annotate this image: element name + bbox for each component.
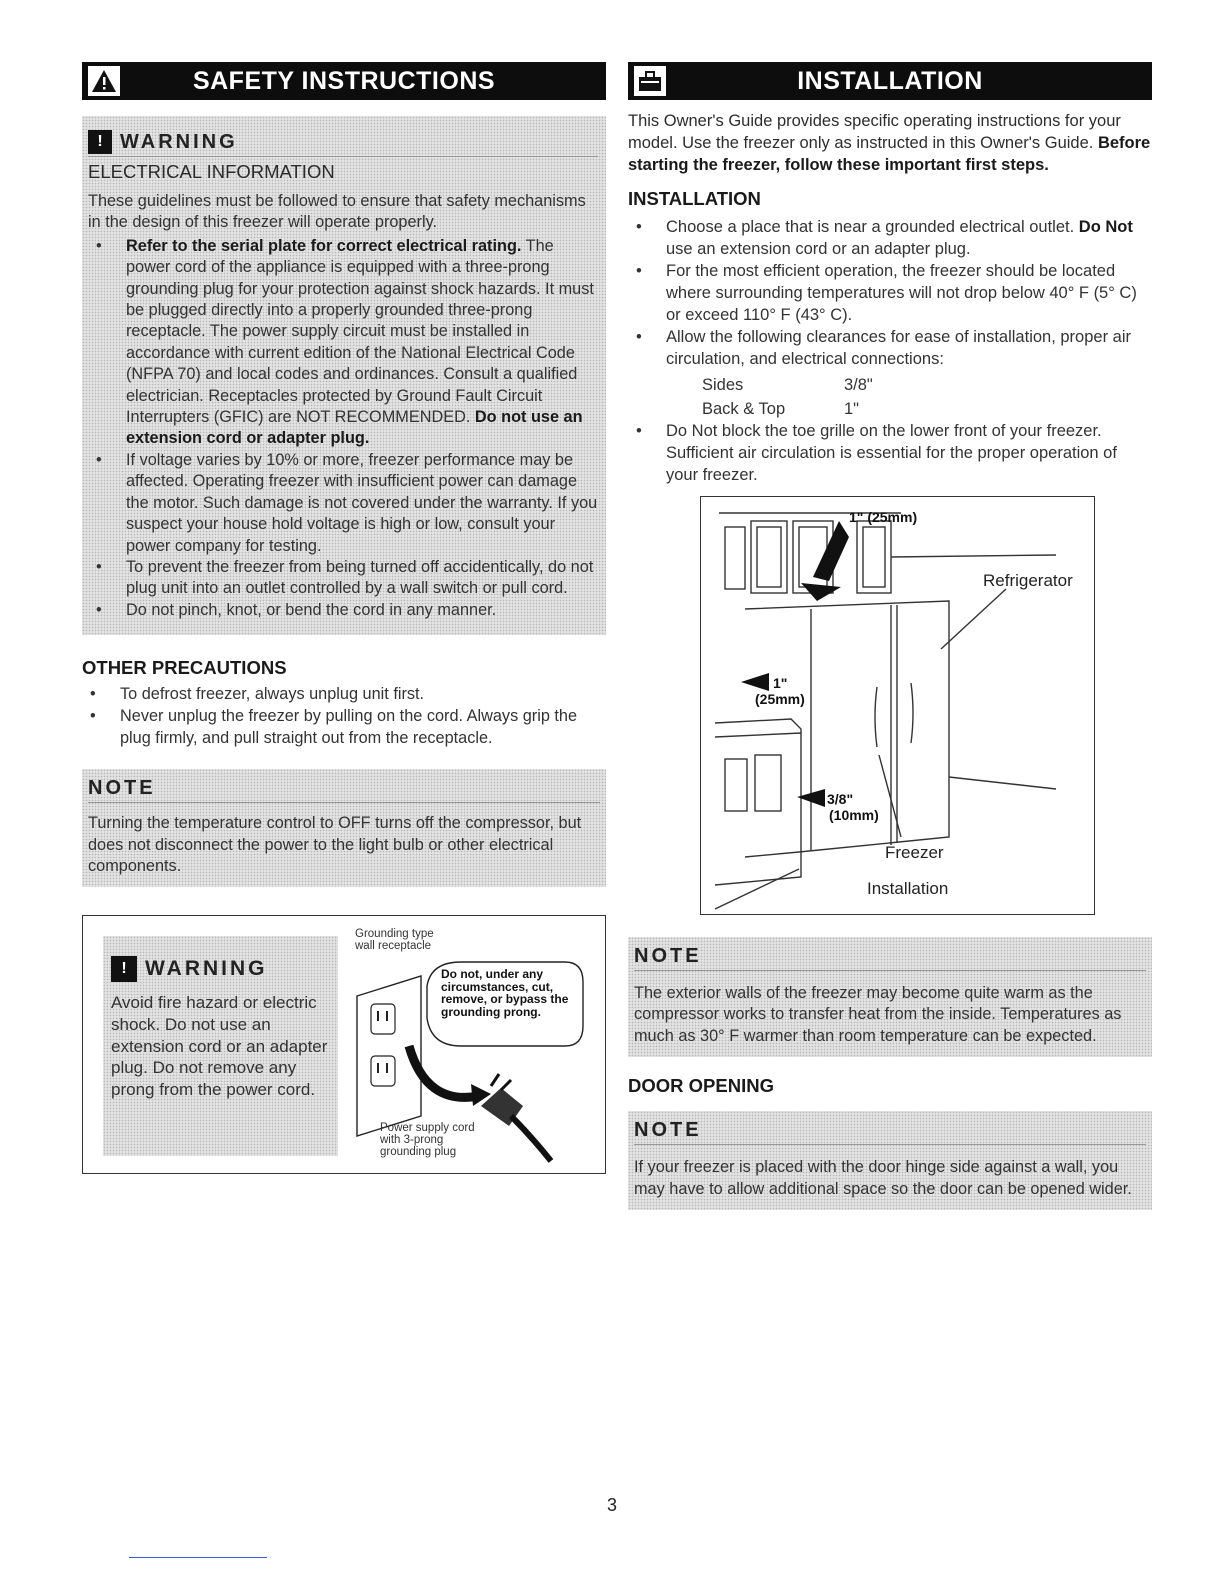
note-text: Turning the temperature control to OFF turns off the compressor, but does not disconnect the power to the light bulb or other electrical components. bbox=[88, 814, 582, 875]
door-opening-heading: DOOR OPENING bbox=[628, 1075, 774, 1097]
electrical-intro: These guidelines must be followed to ensure that safety mechanisms in the design of this freezer will operate properly. bbox=[88, 192, 586, 232]
installation-banner bbox=[628, 62, 1152, 100]
electrical-info-subtitle: ELECTRICAL INFORMATION bbox=[88, 161, 335, 182]
list-item: • To defrost freezer, always unplug unit first. bbox=[82, 683, 606, 705]
grounding-prong-callout: Do not, under any circumstances, cut, remove, or bypass the grounding prong. bbox=[441, 967, 569, 1019]
alert-icon: ! bbox=[88, 130, 112, 154]
side-gap-mm-label: (25mm) bbox=[755, 691, 805, 707]
note-text: If your freezer is placed with the door hinge side against a wall, you may have to allow additional space so the door can be opened wider. bbox=[634, 1158, 1132, 1198]
right-column bbox=[628, 62, 1152, 1210]
warning-triangle-icon bbox=[88, 66, 120, 96]
safety-banner bbox=[82, 62, 606, 100]
list-item: • Choose a place that is near a grounded electrical outlet. Do Not use an extension cord or an adapter plug. bbox=[628, 216, 1152, 260]
list-item: • Allow the following clearances for ease of installation, proper air circulation, and electrical connections: Sides 3/8" Back & Top 1" bbox=[628, 326, 1152, 420]
left-column bbox=[82, 62, 606, 1174]
freezer-label: Freezer bbox=[885, 843, 944, 862]
note-label: NOTE bbox=[88, 777, 156, 800]
alert-icon: ! bbox=[111, 956, 137, 982]
plug-warning-text: Avoid fire hazard or electric shock. Do not use an extension cord or an adapter plug. Do not remove any prong from the power cord. bbox=[111, 993, 328, 1099]
installation-figure bbox=[700, 496, 1095, 915]
list-item: • Never unplug the freezer by pulling on the cord. Always grip the plug firmly, and pull straight out from the receptacle. bbox=[82, 705, 606, 749]
installation-intro: This Owner's Guide provides specific operating instructions for your model. Use the freezer only as instructed in this Owner's Guide. Before starting the freezer, follow these important first steps. bbox=[628, 112, 1151, 174]
note-label: NOTE bbox=[634, 945, 702, 967]
note-label: NOTE bbox=[634, 1119, 702, 1142]
clearance-row: Back & Top 1" bbox=[702, 400, 860, 418]
top-gap-label: 1" (25mm) bbox=[849, 509, 918, 525]
note-box bbox=[628, 937, 1152, 1057]
list-item: • If voltage varies by 10% or more, freezer performance may be affected. Operating freezer with insufficient power can damage the motor. Such damage is not covered under the warranty. If you suspect your house hold voltage is high or low, consult your power company for testing. bbox=[88, 450, 598, 557]
note-box bbox=[628, 1111, 1152, 1210]
toolbox-icon bbox=[634, 66, 666, 96]
list-item: • Do not pinch, knot, or bend the cord in any manner. bbox=[88, 600, 598, 621]
list-item: • To prevent the freezer from being turned off accidentically, do not plug unit into an outlet controlled by a wall switch or pull cord. bbox=[88, 557, 598, 600]
list-item: • Do Not block the toe grille on the lower front of your freezer. Sufficient air circulation is essential for the proper operation of your freezer. bbox=[628, 420, 1152, 486]
electrical-warning-box bbox=[82, 116, 606, 635]
plug-warning-box bbox=[103, 936, 338, 1156]
installation-banner-title: INSTALLATION bbox=[797, 66, 983, 95]
warning-label: WARNING bbox=[120, 130, 238, 153]
page-number: 3 bbox=[606, 1495, 617, 1515]
plug-warning-card bbox=[82, 915, 606, 1174]
note-text: The exterior walls of the freezer may become quite warm as the compressor works to transfer heat from the inside. Temperatures as much as 30° F warmer than room temperature can be expected. bbox=[634, 984, 1122, 1045]
safety-banner-title: SAFETY INSTRUCTIONS bbox=[192, 66, 496, 95]
side-gap-label: 1" bbox=[773, 675, 788, 691]
installation-heading: INSTALLATION bbox=[628, 188, 761, 209]
clearance-row: Sides 3/8" bbox=[702, 376, 873, 394]
outlet-label: Grounding type wall receptacle bbox=[355, 928, 434, 953]
list-item: • For the most efficient operation, the freezer should be located where surrounding temperatures will not drop below 40° F (5° C) or exceed 110° F (43° C). bbox=[628, 260, 1152, 326]
figure-caption: Installation bbox=[867, 879, 949, 898]
warning-label: WARNING bbox=[145, 957, 268, 981]
footer-divider bbox=[129, 1557, 267, 1558]
side2-gap-mm-label: (10mm) bbox=[829, 807, 879, 823]
refrigerator-label: Refrigerator bbox=[983, 571, 1073, 590]
note-box bbox=[82, 769, 606, 887]
plug-label: Power supply cord with 3-prong grounding plug bbox=[380, 1122, 475, 1159]
side2-gap-label: 3/8" bbox=[827, 791, 854, 807]
other-precautions-heading: OTHER PRECAUTIONS bbox=[82, 657, 287, 679]
list-item: • Refer to the serial plate for correct electrical rating. The power cord of the appliance is equipped with a three-prong grounding plug for your protection against shock hazards. It must be plugged directly into a properly grounded three-prong receptacle. The power supply circuit must be installed in accordance with current edition of the National Electrical Code (NFPA 70) and local codes and ordinances. Consult a qualified electrician. Receptacles protected by Ground Fault Circuit Interrupters (GFIC) are NOT RECOMMENDED. Do not use an extension cord or adapter plug. bbox=[88, 236, 598, 450]
